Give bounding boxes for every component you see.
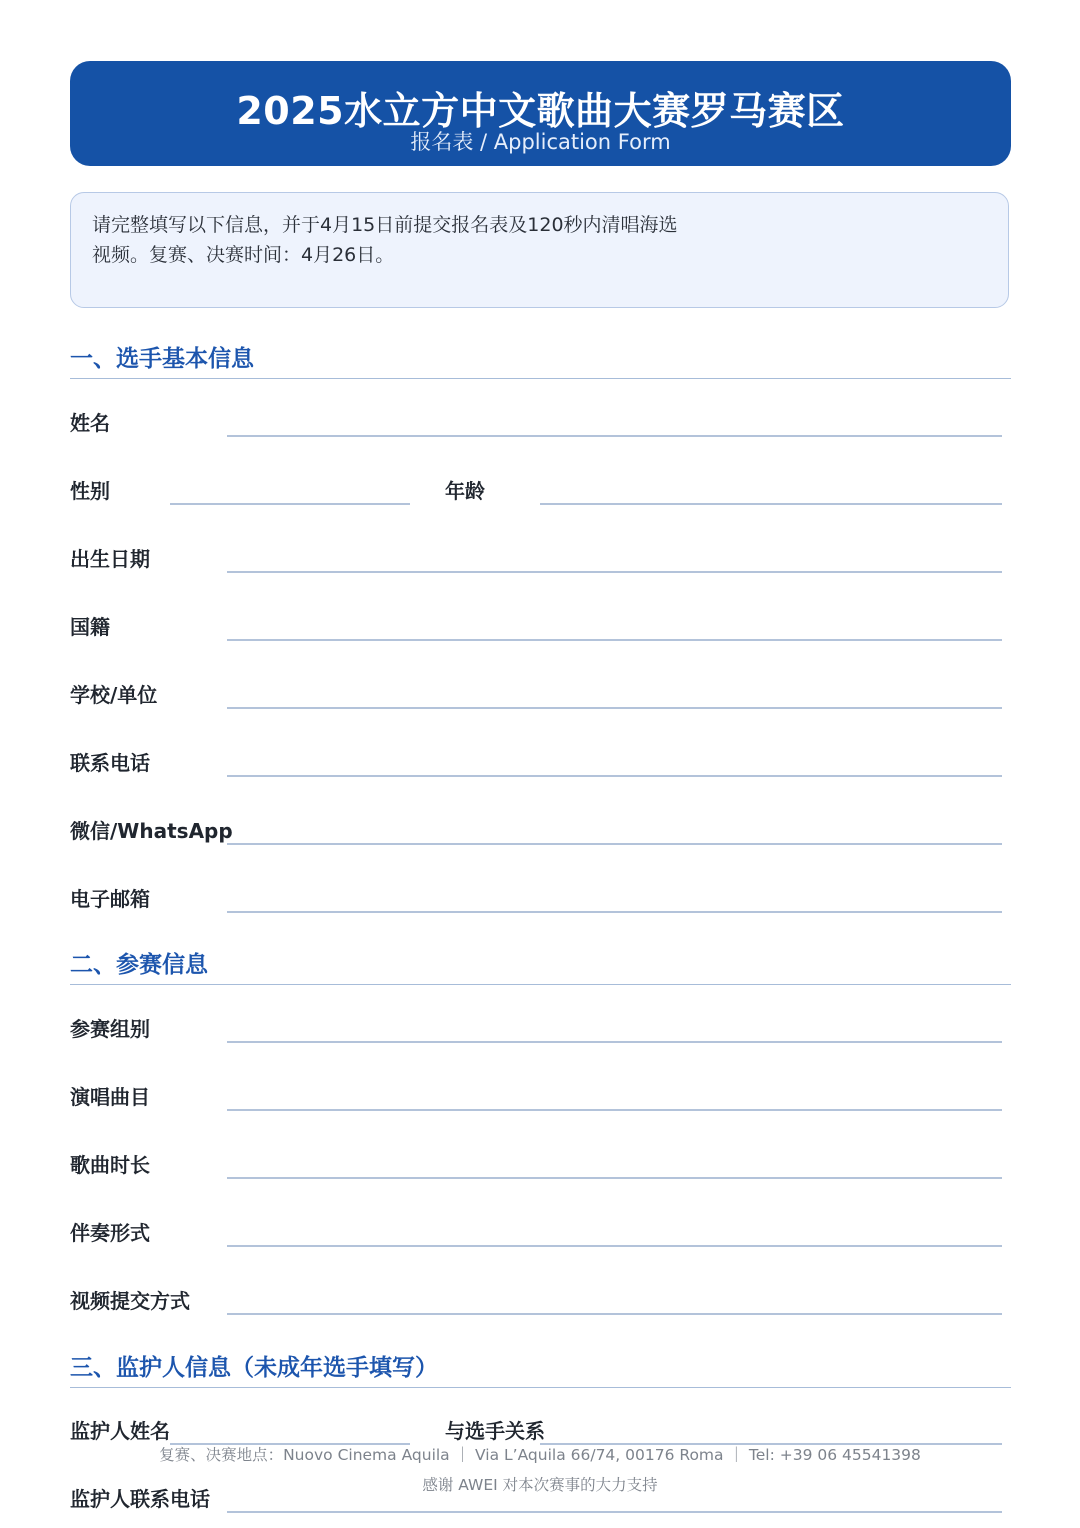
song-label: 演唱曲目 — [70, 1085, 150, 1109]
instructions-text — [92, 210, 752, 270]
wechat-whatsapp-label: 微信/WhatsApp — [70, 819, 233, 843]
video-submission-field[interactable] — [227, 1313, 1002, 1315]
phone-field[interactable] — [227, 775, 1002, 777]
gender-field[interactable] — [170, 503, 410, 505]
form-subtitle: 报名表 / Application Form — [410, 130, 671, 154]
footer-venue-info: 复赛、决赛地点：Nuovo Cinema Aquila ｜ Via L’Aquila 66/74, 00176 Roma ｜ Tel: +39 06 45541398 — [159, 1446, 921, 1464]
song-field[interactable] — [227, 1109, 1002, 1111]
guardian-name-label: 监护人姓名 — [70, 1419, 170, 1443]
video-submission-label: 视频提交方式 — [70, 1289, 190, 1313]
footer-sponsor-thanks: 感谢 AWEI 对本次赛事的大力支持 — [422, 1476, 658, 1494]
form-title: 2025水立方中文歌曲大赛罗马赛区 — [236, 89, 845, 133]
instructions-line-1: 请完整填写以下信息，并于4月15日前提交报名表及120秒内清唱海选 — [92, 214, 678, 236]
accompaniment-field[interactable] — [227, 1245, 1002, 1247]
duration-label: 歌曲时长 — [70, 1153, 150, 1177]
birthdate-field[interactable] — [227, 571, 1002, 573]
wechat-whatsapp-field[interactable] — [227, 843, 1002, 845]
relationship-label: 与选手关系 — [445, 1419, 545, 1443]
section-divider — [70, 984, 1011, 985]
group-label: 参赛组别 — [70, 1017, 150, 1041]
group-field[interactable] — [227, 1041, 1002, 1043]
age-field[interactable] — [540, 503, 1002, 505]
form-header-banner — [70, 61, 1011, 166]
gender-label: 性别 — [70, 479, 110, 503]
birthdate-label: 出生日期 — [70, 547, 150, 571]
instructions-notice — [70, 192, 1009, 308]
section-divider — [70, 1387, 1011, 1388]
school-field[interactable] — [227, 707, 1002, 709]
section-title-guardian-info: 三、监护人信息（未成年选手填写） — [70, 1355, 438, 1381]
section-title-contest-info: 二、参赛信息 — [70, 952, 208, 978]
guardian-phone-label: 监护人联系电话 — [70, 1487, 210, 1511]
duration-field[interactable] — [227, 1177, 1002, 1179]
nationality-field[interactable] — [227, 639, 1002, 641]
email-label: 电子邮箱 — [70, 887, 150, 911]
school-label: 学校/单位 — [70, 683, 158, 707]
name-label: 姓名 — [70, 411, 110, 435]
nationality-label: 国籍 — [70, 615, 110, 639]
instructions-line-2: 视频。复赛、决赛时间：4月26日。 — [92, 244, 395, 266]
section-divider — [70, 378, 1011, 379]
phone-label: 联系电话 — [70, 751, 150, 775]
guardian-phone-field[interactable] — [227, 1511, 1002, 1513]
age-label: 年龄 — [445, 479, 485, 503]
section-title-basic-info: 一、选手基本信息 — [70, 346, 254, 372]
name-field[interactable] — [227, 435, 1002, 437]
email-field[interactable] — [227, 911, 1002, 913]
accompaniment-label: 伴奏形式 — [70, 1221, 150, 1245]
